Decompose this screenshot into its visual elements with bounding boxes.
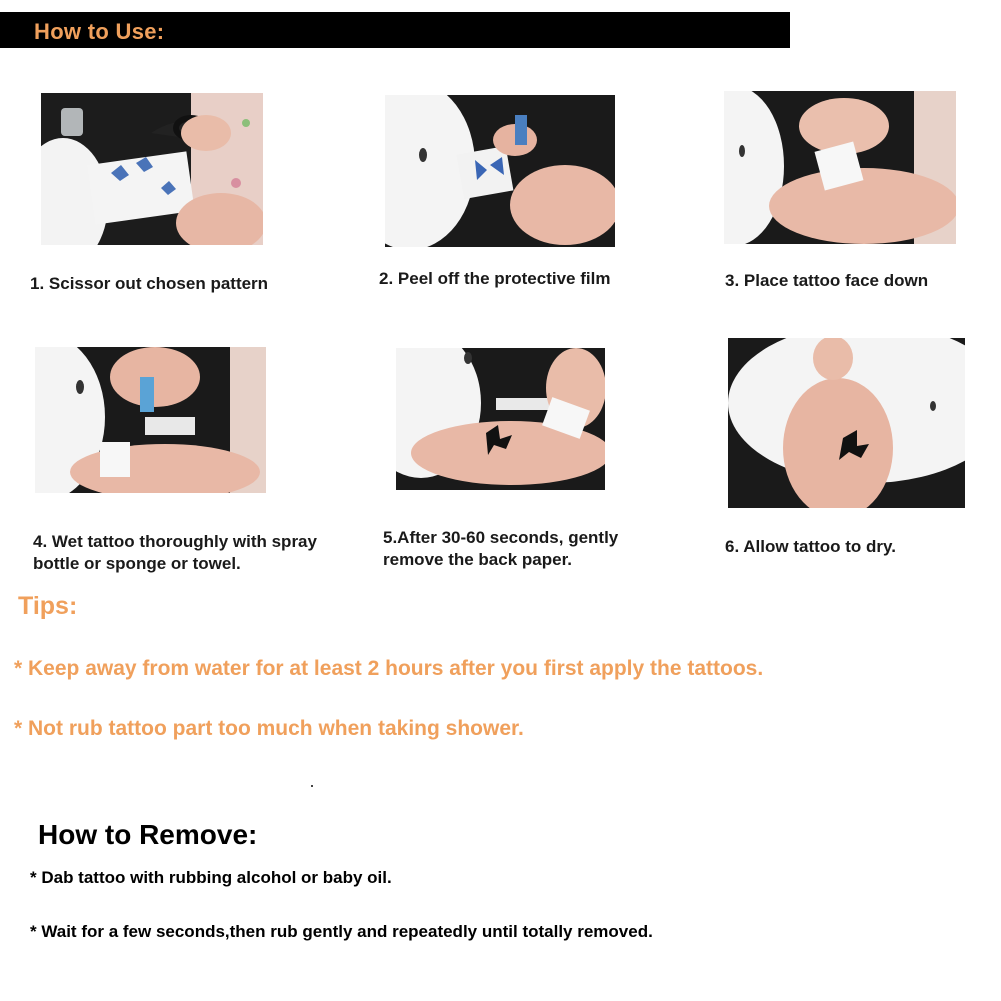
- step-3-photo: [724, 91, 956, 244]
- step-1-photo: [41, 93, 263, 245]
- step-4-photo: [35, 347, 266, 493]
- remove-item-1: * Dab tattoo with rubbing alcohol or baby oil.: [30, 868, 392, 887]
- step-4-label-line1: 4. Wet tattoo thoroughly with spray: [33, 532, 317, 551]
- page-title: How to Use:: [34, 19, 165, 44]
- tips-title: Tips:: [18, 592, 78, 620]
- step-2-photo: [385, 95, 615, 247]
- stray-dot: [311, 785, 313, 787]
- tip-item-1: * Keep away from water for at least 2 hours after you first apply the tattoos.: [14, 657, 764, 680]
- remove-title: How to Remove:: [38, 819, 258, 850]
- tip-item-2: * Not rub tattoo part too much when taking shower.: [14, 717, 524, 740]
- step-5-label-line2: remove the back paper.: [383, 550, 572, 569]
- step-5-photo: [396, 348, 605, 490]
- step-2-label: 2. Peel off the protective film: [379, 269, 611, 288]
- step-4-label-line2: bottle or sponge or towel.: [33, 554, 241, 573]
- step-5-label-line1: 5.After 30-60 seconds, gently: [383, 528, 619, 547]
- step-1-label: 1. Scissor out chosen pattern: [30, 274, 269, 293]
- step-3-label: 3. Place tattoo face down: [725, 271, 929, 290]
- remove-item-2: * Wait for a few seconds,then rub gently and repeatedly until totally removed.: [30, 922, 653, 941]
- step-6-photo: [728, 338, 965, 508]
- step-6-label: 6. Allow tattoo to dry.: [725, 537, 896, 556]
